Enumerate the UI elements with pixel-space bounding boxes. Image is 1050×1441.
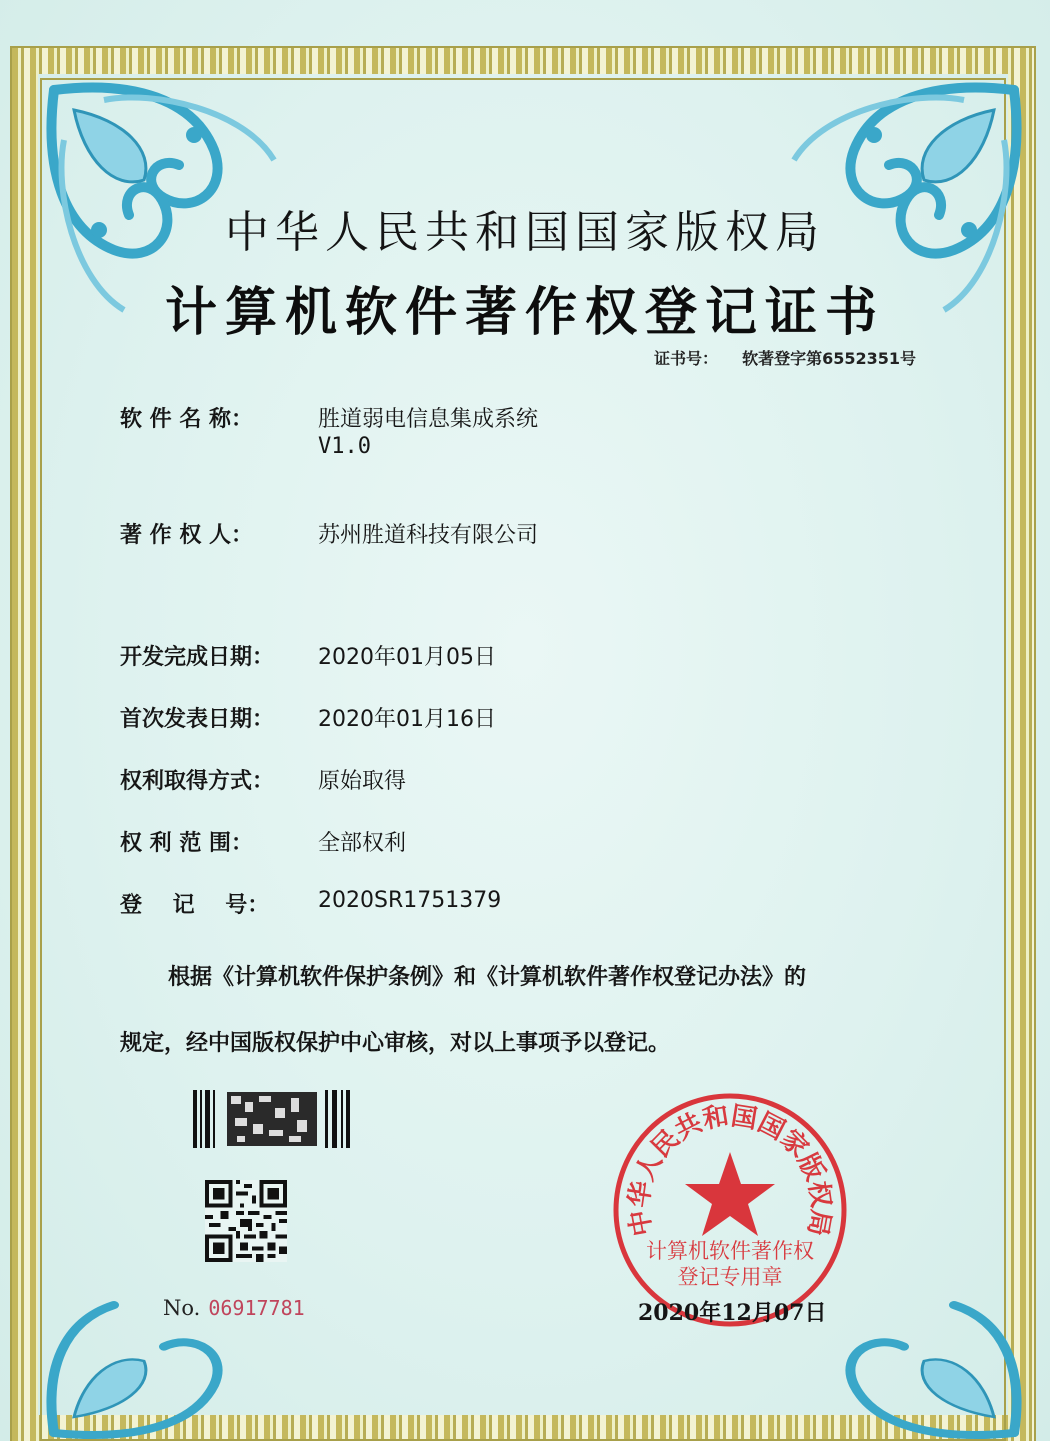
certificate-number-value: 软著登字第6552351号 — [742, 349, 916, 368]
field-value: 原始取得 — [318, 769, 407, 794]
official-seal — [610, 1090, 850, 1330]
seal-line-1: 计算机软件著作权 — [646, 1239, 814, 1263]
certificate-number — [654, 346, 916, 369]
certificate-serial — [163, 1296, 305, 1320]
certificate-title: 计算机软件著作权登记证书 — [164, 282, 885, 343]
field-label: 开发完成日期： — [120, 645, 275, 670]
field-value: 胜道弱电信息集成系统 — [318, 407, 539, 432]
field-value-version: V1.0 — [318, 434, 371, 459]
certificate-number-label: 证书号： — [654, 349, 719, 368]
seal-ring-text: 中华人民共和国国家版权局 — [624, 1101, 836, 1239]
field-label: 权利取得方式： — [120, 769, 275, 794]
field-label: 权 利 范 围： — [120, 831, 253, 856]
field-label: 首次发表日期： — [120, 707, 275, 732]
seal-line-2: 登记专用章 — [677, 1265, 783, 1289]
seal-star-icon — [685, 1152, 775, 1236]
field-label: 著 作 权 人： — [120, 523, 253, 548]
field-value: 全部权利 — [318, 831, 407, 856]
field-value: 2020年01月16日 — [318, 707, 496, 732]
qr-code — [205, 1180, 287, 1262]
issue-date: 2020年12月07日 — [638, 1300, 827, 1326]
field-value: 2020SR1751379 — [318, 888, 502, 913]
field-label: 软 件 名 称： — [120, 407, 253, 432]
field-label: 登 记 号： — [120, 893, 270, 918]
serial-number: 06917781 — [208, 1296, 305, 1320]
issuing-authority-title: 中华人民共和国国家版权局 — [225, 207, 825, 258]
statement-line-1: 根据《计算机软件保护条例》和《计算机软件著作权登记办法》的 — [168, 965, 807, 990]
field-value: 苏州胜道科技有限公司 — [318, 523, 539, 548]
serial-label: No. — [163, 1296, 201, 1320]
corner-ornament-bottom-left — [44, 1241, 294, 1441]
field-value: 2020年01月05日 — [318, 645, 496, 670]
barcode — [193, 1090, 351, 1148]
statement-line-2: 规定，经中国版权保护中心审核，对以上事项予以登记。 — [120, 1031, 671, 1056]
